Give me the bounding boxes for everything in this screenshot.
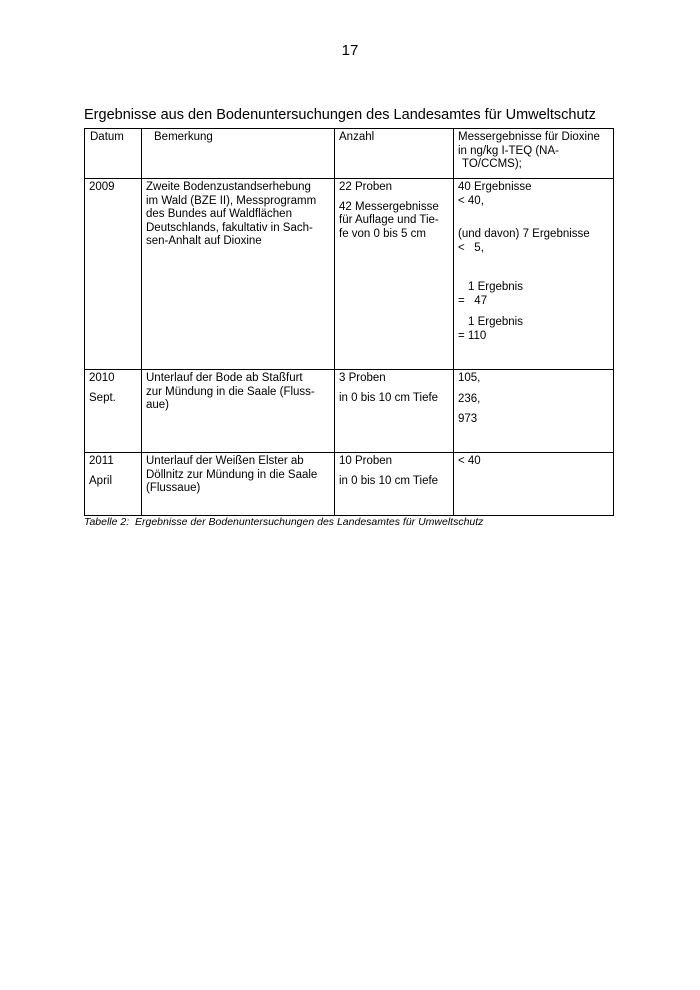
anzahl-proben: 22 Proben: [339, 181, 393, 193]
ergebnis-line: 1 Ergebnis: [468, 316, 523, 328]
anzahl-line: in 0 bis 10 cm Tiefe: [339, 474, 439, 487]
cell-anzahl: [335, 370, 454, 453]
ergebnis-line: < 5,: [458, 241, 484, 254]
ergebnis-line: = 47: [458, 294, 488, 307]
anzahl-line: in 0 bis 10 cm Tiefe: [339, 391, 439, 404]
cell-messergebnisse: [454, 453, 614, 516]
ergebnis-line: < 40: [458, 455, 481, 467]
ergebnis-line: 1 Ergebnis: [468, 281, 523, 293]
table-caption: Tabelle 2: Ergebnisse der Bodenuntersuchungen des Landesamtes für Umweltschutz: [84, 516, 484, 528]
anzahl-proben: 3 Proben: [339, 372, 386, 384]
cell-bemerkung: [142, 370, 335, 453]
bemerkung-line: im Wald (BZE II), Messprogramm: [146, 194, 317, 207]
header-bemerkung: Bemerkung: [142, 129, 335, 179]
bemerkung-line: aue): [146, 399, 170, 411]
anzahl-line: für Auflage und Tie-: [339, 214, 439, 226]
bemerkung-line: zur Mündung in die Saale (Fluss-: [146, 385, 315, 398]
header-messergebnisse-line: TO/CCMS);: [462, 158, 522, 170]
cell-bemerkung: [142, 179, 335, 370]
anzahl-line: fe von 0 bis 5 cm: [339, 227, 426, 240]
header-messergebnisse: [454, 129, 614, 179]
anzahl-proben: 10 Proben: [339, 455, 393, 467]
bemerkung-line: Unterlauf der Weißen Elster ab: [146, 455, 304, 467]
bemerkung-line: sen-Anhalt auf Dioxine: [146, 235, 262, 247]
datum-text: 2010: [89, 372, 115, 384]
bemerkung-line: des Bundes auf Waldflächen: [146, 208, 292, 220]
header-messergebnisse-line: in ng/kg I-TEQ (NA-: [458, 144, 559, 157]
header-datum: Datum: [85, 129, 142, 179]
anzahl-line: 42 Messergebnisse: [339, 200, 439, 213]
cell-messergebnisse: [454, 179, 614, 370]
ergebnis-line: 236,: [458, 392, 481, 405]
datum-text: Sept.: [89, 391, 116, 404]
cell-datum: [85, 179, 142, 370]
cell-anzahl: [335, 179, 454, 370]
table-row: [85, 179, 614, 370]
cell-datum: [85, 370, 142, 453]
ergebnis-line: < 40,: [458, 194, 484, 207]
ergebnis-line: 40 Ergebnisse: [458, 181, 532, 193]
bemerkung-line: Zweite Bodenzustandserhebung: [146, 181, 311, 193]
datum-text: 2009: [89, 181, 115, 193]
table-row: [85, 370, 614, 453]
bemerkung-line: Unterlauf der Bode ab Staßfurt: [146, 372, 303, 384]
cell-datum: [85, 453, 142, 516]
bemerkung-line: Döllnitz zur Mündung in die Saale: [146, 468, 318, 481]
section-title: Ergebnisse aus den Bodenuntersuchungen des Landesamtes für Umweltschutz: [84, 107, 596, 123]
table-row: [85, 453, 614, 516]
bemerkung-line: Deutschlands, fakultativ in Sach-: [146, 221, 313, 234]
page-number: 17: [341, 42, 359, 59]
results-table: [84, 128, 614, 516]
table-header-row: [85, 129, 614, 179]
header-anzahl: Anzahl: [335, 129, 454, 179]
bemerkung-line: (Flussaue): [146, 482, 201, 494]
ergebnis-line: = 110: [458, 329, 487, 342]
datum-text: 2011: [89, 455, 114, 467]
ergebnis-line: (und davon) 7 Ergebnisse: [458, 228, 590, 240]
cell-anzahl: [335, 453, 454, 516]
header-messergebnisse-line: Messergebnisse für Dioxine: [458, 131, 600, 143]
ergebnis-line: 105,: [458, 372, 481, 384]
ergebnis-line: 973: [458, 413, 478, 425]
cell-bemerkung: [142, 453, 335, 516]
cell-messergebnisse: [454, 370, 614, 453]
datum-text: April: [89, 474, 113, 487]
